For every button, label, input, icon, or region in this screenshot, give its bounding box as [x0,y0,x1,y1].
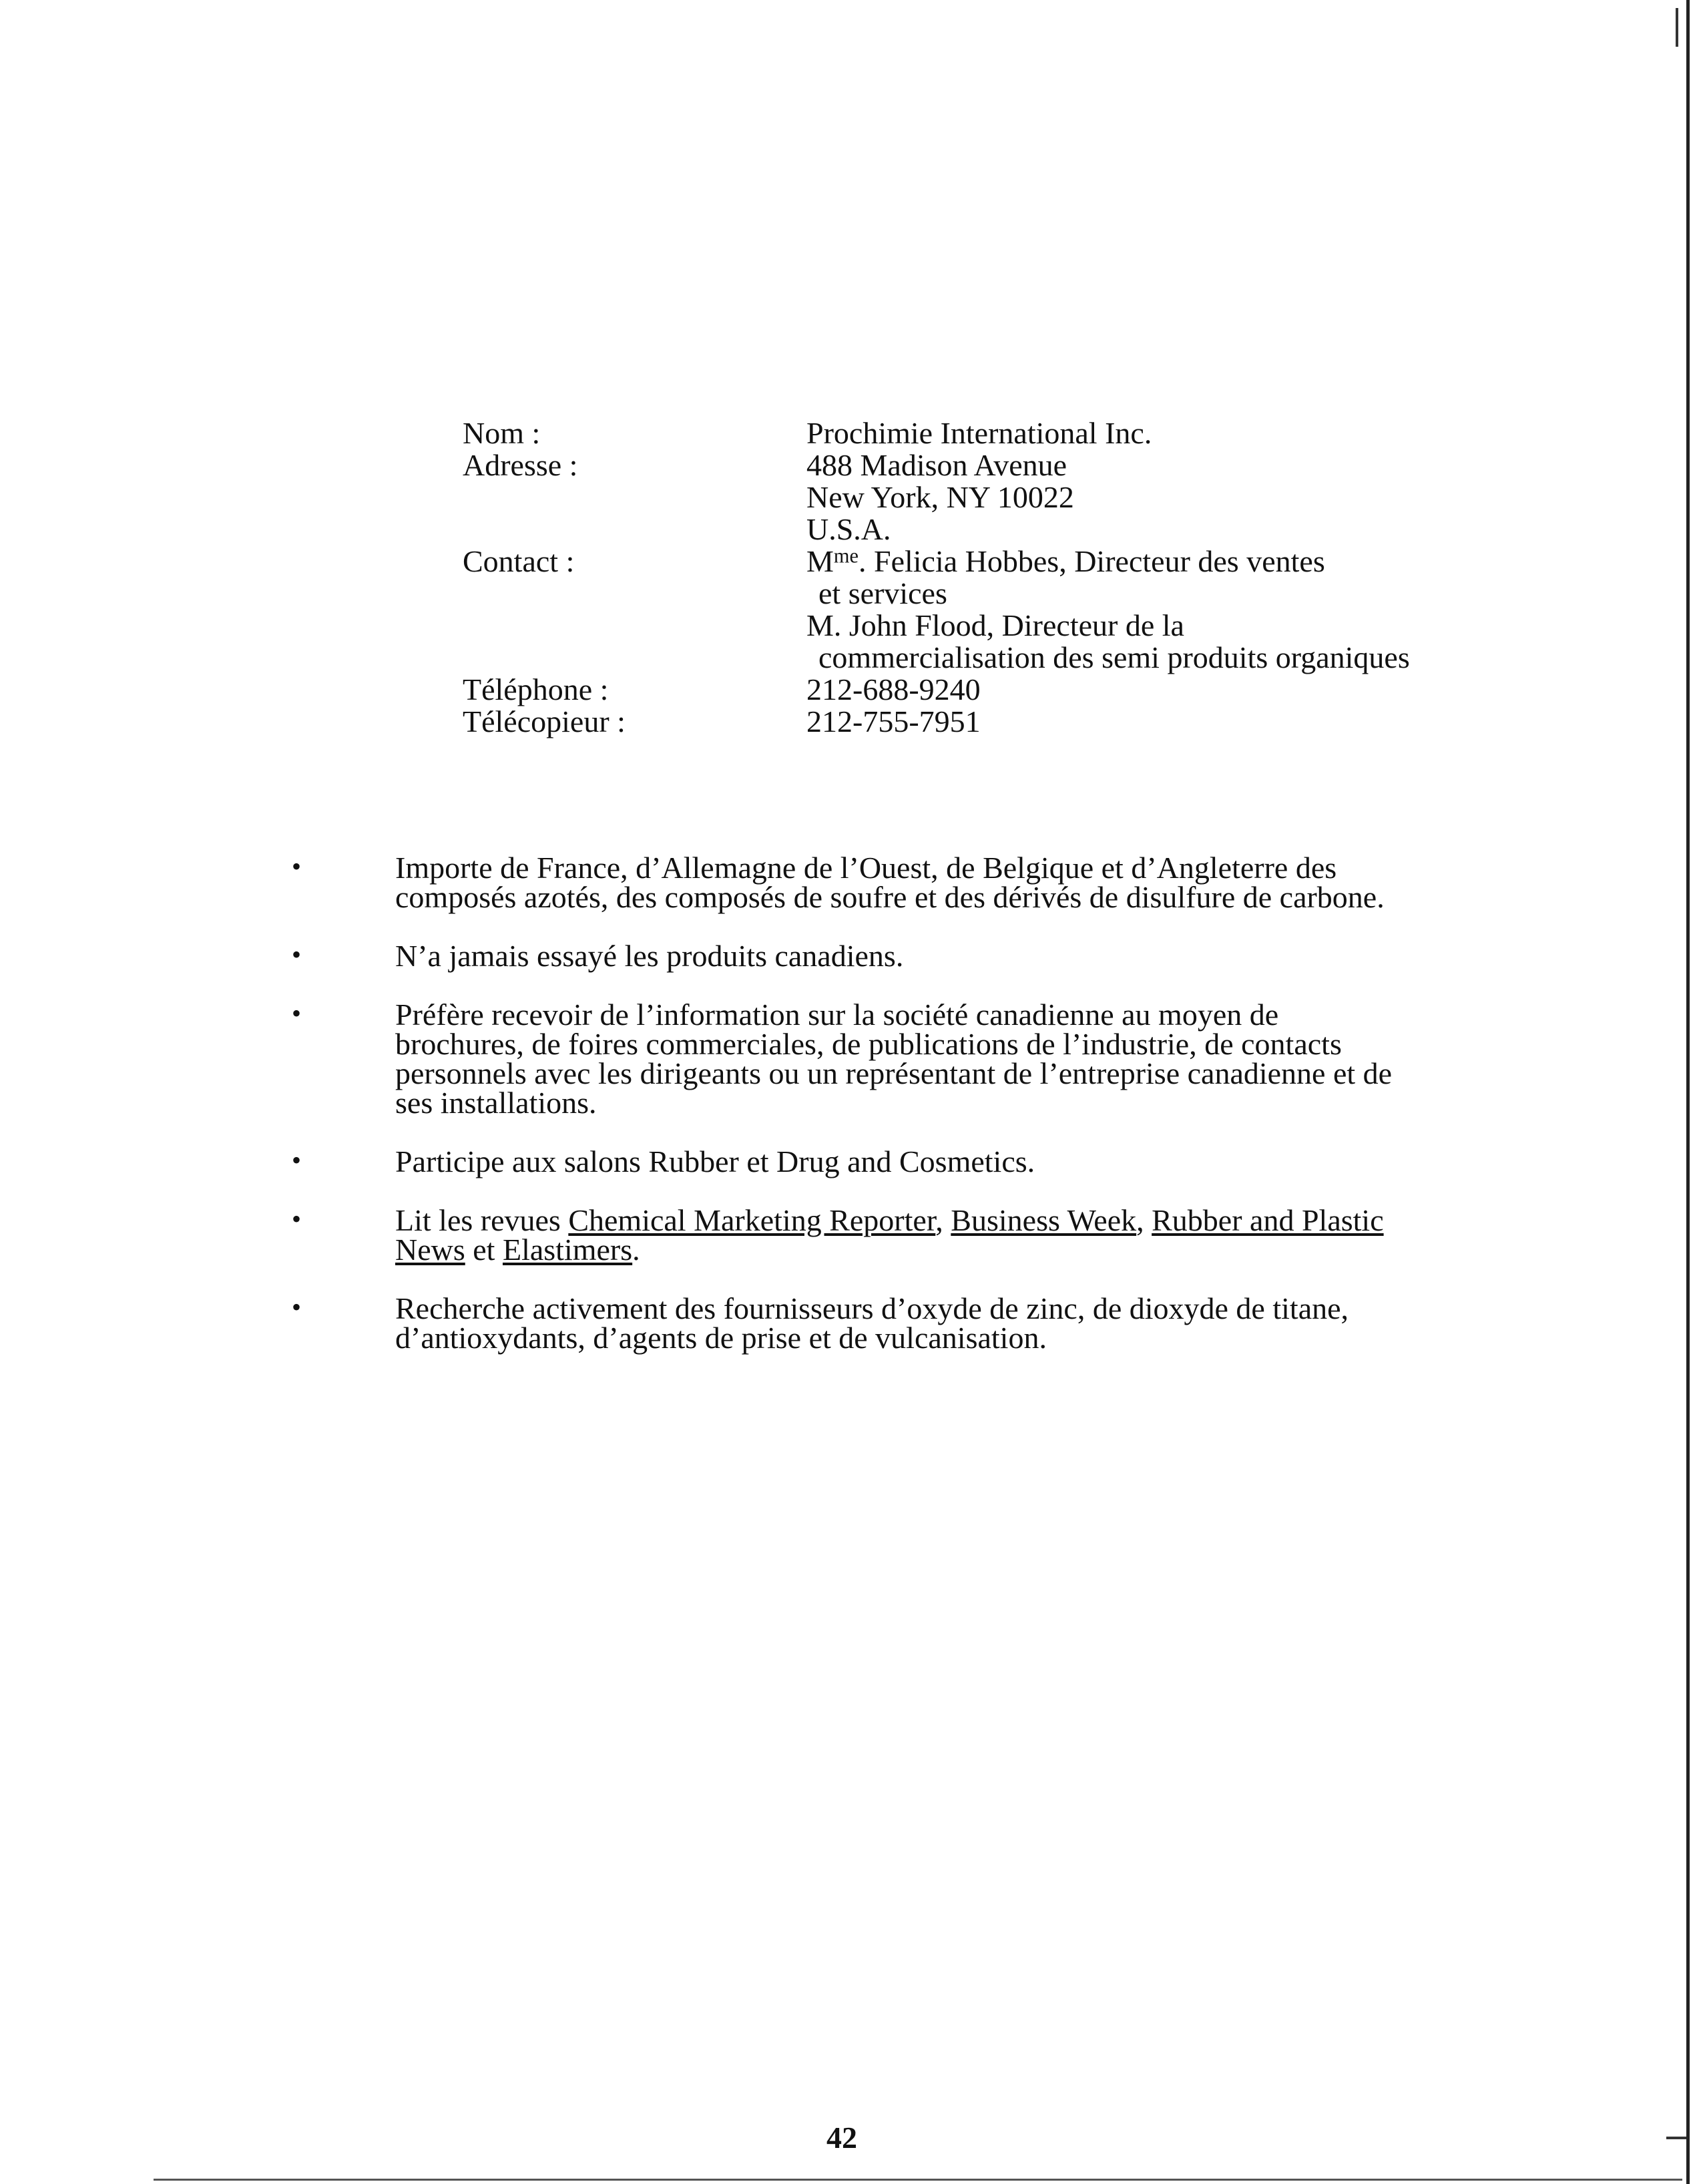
bullet-item: • Importe de France, d’Allemagne de l’Ouest, de Belgique et d’Angleterre des composés azotés, des composés de soufre et des dérivés de disulfure de carbone. [292,851,1385,914]
bullet-item: • Recherche activement des fournisseurs d’oxyde de zinc, de dioxyde de titane, d’antioxydants, d’agents de prise et de vulcanisation. [292,1291,1349,1355]
page-number: 42 [826,2121,857,2155]
contact-person-2: M. John Flood, Directeur de la [806,608,1184,642]
bullet-item: • Participe aux salons Rubber et Drug and Cosmetics. [292,1144,1035,1178]
contact-row-3 [463,610,1410,642]
scan-edge-mark [1676,8,1678,47]
fax-label: Télécopieur : [463,704,626,738]
contact-label: Contact : [463,544,575,578]
bullet-icon: • [292,1145,302,1175]
fax-row [463,706,1410,738]
bullet-item: • Préfère recevoir de l’information sur la société canadienne au moyen de brochures, de foires commerciales, de publications de l’industrie, de contacts personnels avec les dirigeants ou un représentant de l’entreprise canadienne et de ses installations. [292,998,1393,1120]
address-row [463,449,1410,481]
address-row-3 [463,513,1410,545]
phone-label: Téléphone : [463,672,609,706]
address-line-2: New York, NY 10022 [806,480,1074,514]
magazine-title: News [395,1233,465,1267]
bullet-icon: • [292,851,302,881]
bullet-icon: • [292,939,302,969]
bullet-icon: • [292,1292,302,1322]
contact-row [463,545,1410,578]
address-row-2 [463,481,1410,513]
bullet-item: • N’a jamais essayé les produits canadiens. [292,939,904,973]
contact-row-4 [463,642,1410,674]
name-label: Nom : [463,416,541,450]
phone-value: 212-688-9240 [806,672,981,706]
scan-edge-bracket [1666,2137,1686,2139]
contact-person-2-cont: commercialisation des semi produits organiques [818,640,1410,674]
address-line-3: U.S.A. [806,512,891,546]
scan-bottom-line [154,2179,1682,2181]
contact-person-1-cont: et services [818,576,947,610]
magazine-title: Rubber and Plastic [1152,1203,1384,1237]
bullet-icon: • [292,1204,302,1234]
magazine-title: Chemical Marketing Reporter [568,1203,936,1237]
bullet-list [0,853,1703,1382]
company-name: Prochimie International Inc. [806,416,1152,450]
bullet-icon: • [292,998,302,1028]
contact-table [463,417,1410,738]
address-label: Adresse : [463,448,578,482]
address-line-1: 488 Madison Avenue [806,448,1067,482]
name-row [463,417,1410,449]
contact-person-1: $M^{me}$. Felicia Hobbes, Directeur des ventes [806,544,1325,578]
magazine-title: Elastimers [502,1233,633,1267]
bullet-item: • Lit les revues Chemical Marketing Reporter, Business Week, Rubber and Plastic News et Elastimers. [292,1203,1384,1267]
fax-value: 212-755-7951 [806,704,981,738]
magazine-title: Business Week [951,1203,1137,1237]
phone-row [463,674,1410,706]
contact-row-2 [463,578,1410,610]
